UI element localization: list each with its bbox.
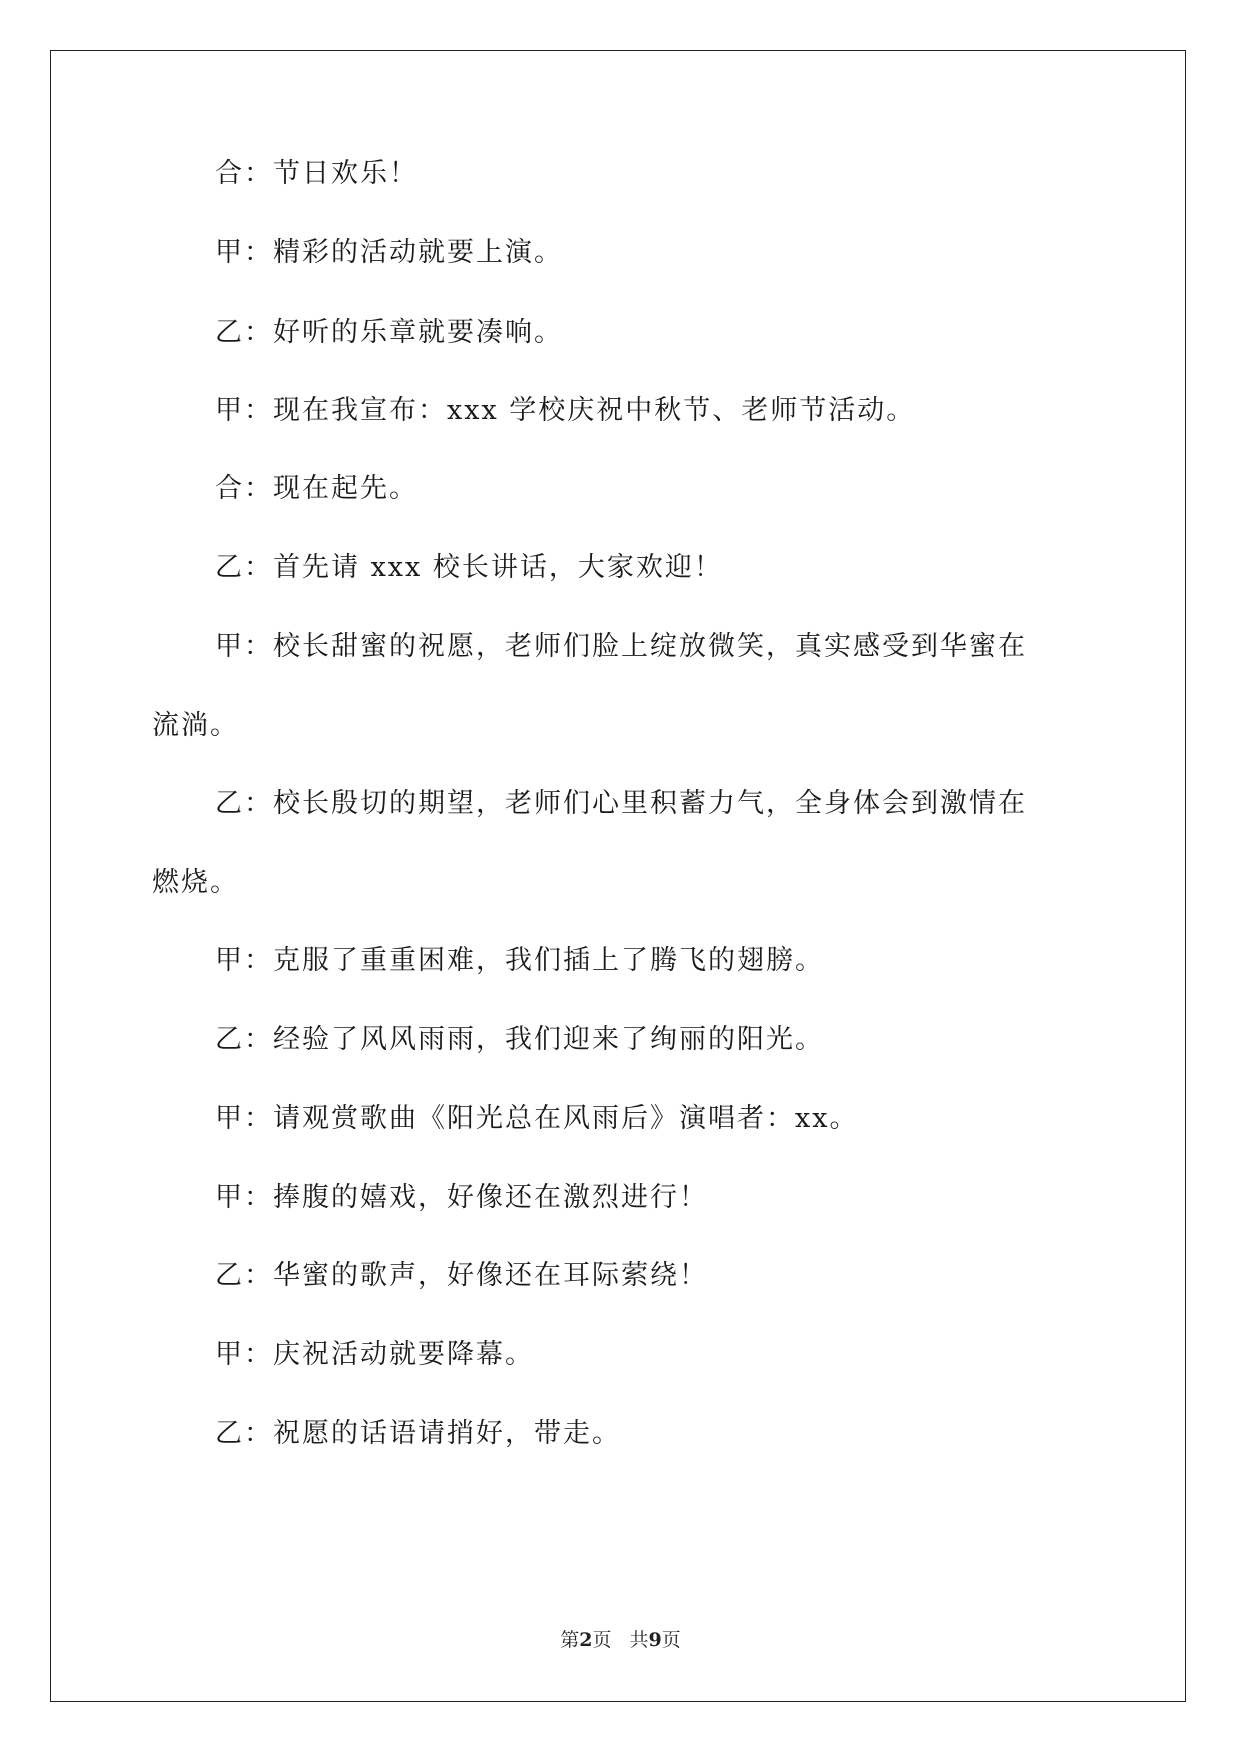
- dialogue-line: 乙：经验了风风雨雨，我们迎来了绚丽的阳光。: [215, 1024, 824, 1055]
- footer-page-suffix: 页: [592, 1629, 612, 1651]
- dialogue-line: 甲：克服了重重困难，我们插上了腾飞的翅膀。: [215, 945, 824, 976]
- dialogue-line: 甲：捧腹的嬉戏，好像还在激烈进行！: [215, 1182, 708, 1213]
- footer-total-suffix: 页: [661, 1629, 681, 1651]
- dialogue-line: 乙：首先请 xxx 校长讲话，大家欢迎！: [215, 552, 723, 583]
- footer-prefix: 第: [560, 1629, 580, 1651]
- dialogue-line: 乙：华蜜的歌声，好像还在耳际萦绕！: [215, 1260, 708, 1291]
- dialogue-line: 甲：现在我宣布：xxx 学校庆祝中秋节、老师节活动。: [215, 395, 916, 426]
- dialogue-line: 甲：校长甜蜜的祝愿，老师们脸上绽放微笑，真实感受到华蜜在: [215, 631, 1027, 662]
- total-pages-number: 9: [648, 1629, 662, 1651]
- dialogue-line-continuation: 流淌。: [152, 710, 239, 741]
- current-page-number: 2: [579, 1629, 593, 1651]
- dialogue-line-continuation: 燃烧。: [152, 867, 239, 898]
- dialogue-line: 甲：精彩的活动就要上演。: [215, 237, 563, 268]
- dialogue-line: 合：现在起先。: [215, 473, 418, 504]
- dialogue-line: 乙：校长殷切的期望，老师们心里积蓄力气，全身体会到激情在: [215, 788, 1027, 819]
- dialogue-line: 乙：祝愿的话语请捎好，带走。: [215, 1418, 621, 1449]
- page-footer: [0, 1625, 1241, 1652]
- dialogue-line: 甲：庆祝活动就要降幕。: [215, 1339, 534, 1370]
- dialogue-line: 乙：好听的乐章就要凑响。: [215, 317, 563, 348]
- dialogue-line: 甲：请观赏歌曲《阳光总在风雨后》演唱者：xx。: [215, 1103, 859, 1134]
- dialogue-line: 合：节日欢乐！: [215, 158, 418, 189]
- footer-total-prefix: 共: [629, 1629, 649, 1651]
